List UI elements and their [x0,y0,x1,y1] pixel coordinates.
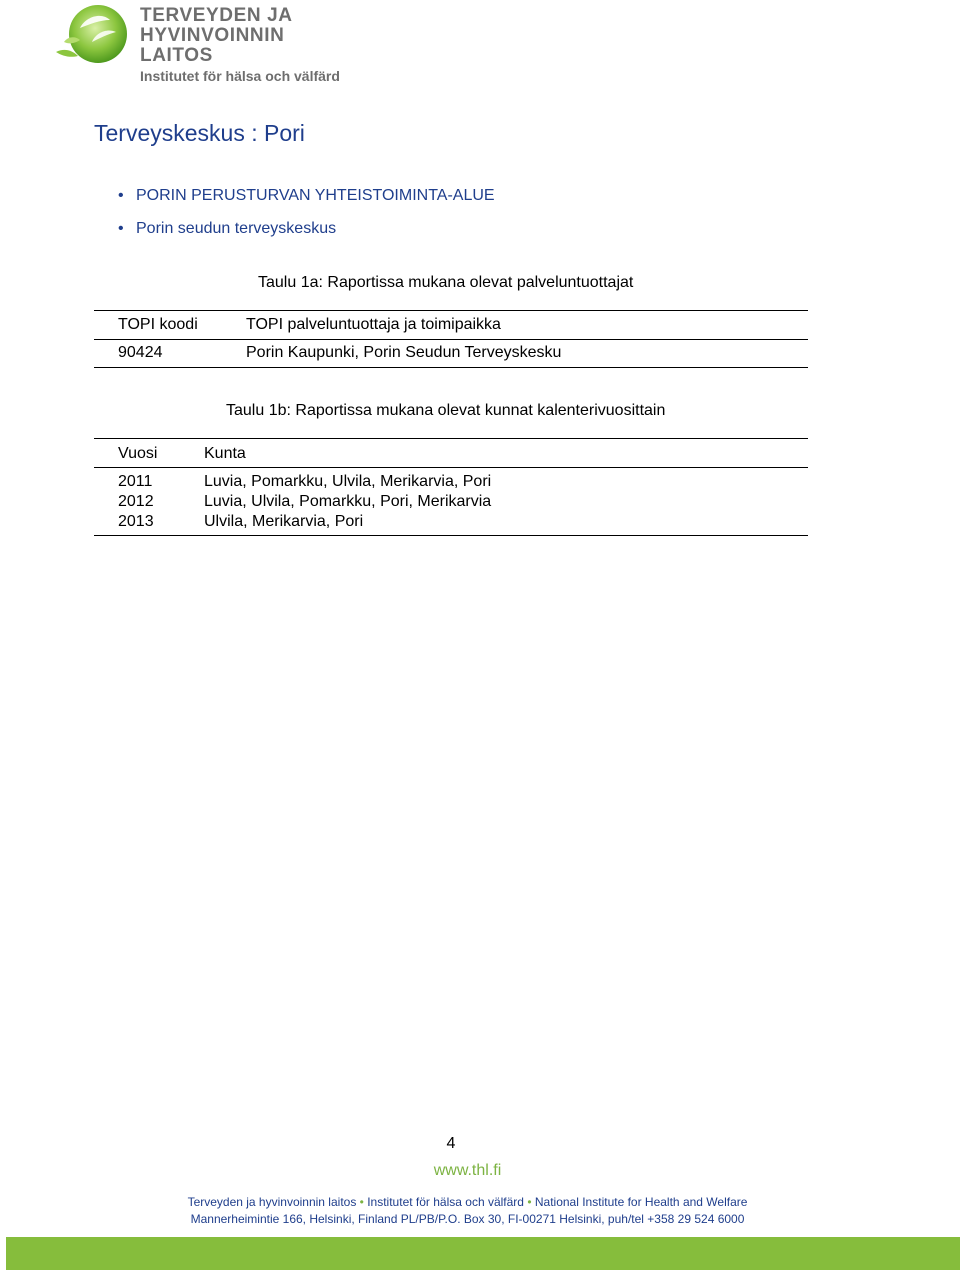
table-1b-year: 2012 [118,493,154,510]
table-1b-bottom-rule [94,535,808,536]
separator-dot: • [527,1195,532,1209]
list-item: • Porin seudun terveyskeskus [118,219,495,239]
footer-green-bar [6,1237,960,1270]
table-1b-header-municipality: Kunta [204,445,246,462]
table-1b-year: 2011 [118,473,153,490]
list-item: • PORIN PERUSTURVAN YHTEISTOIMINTA-ALUE [118,186,495,206]
unit-list [118,186,495,252]
table-1b-municipalities: Luvia, Pomarkku, Ulvila, Merikarvia, Pori [204,473,492,490]
footer-organization-names [0,1195,935,1209]
table-1a-top-rule [94,310,808,311]
table-1b-municipalities: Luvia, Ulvila, Pomarkku, Pori, Merikarvia [204,493,492,510]
table-1b-caption: Taulu 1b: Raportissa mukana olevat kunnat kalenterivuosittain [226,402,666,419]
table-1a-header-code: TOPI koodi [118,316,198,333]
logo-line-3: Institutet för hälsa och välfärd [140,68,340,84]
table-1b-header-rule [94,467,808,468]
table-1b-year: 2013 [118,513,154,530]
thl-leaf-logo-icon [50,2,130,66]
separator-dot: • [359,1195,364,1209]
page-number: 4 [446,1135,456,1152]
table-1a-header-rule [94,339,808,340]
logo-line-2: HYVINVOINNIN LAITOS [140,25,285,66]
table-1a-cell-provider: Porin Kaupunki, Porin Seudun Terveyskesku [246,344,562,361]
table-1a-cell-code: 90424 [118,344,163,361]
thl-logo [50,2,350,84]
table-1b-header-year: Vuosi [118,445,158,462]
table-1b-top-rule [94,438,808,439]
table-1b-municipalities: Ulvila, Merikarvia, Pori [204,513,364,530]
footer-url-link[interactable]: www.thl.fi [433,1162,502,1179]
org-name-fi: Terveyden ja hyvinvoinnin laitos [187,1195,357,1209]
thl-logo-text [140,6,350,85]
table-1a-header-provider: TOPI palveluntuottaja ja toimipaikka [246,316,501,333]
table-1a-bottom-rule [94,367,808,368]
footer-address: Mannerheimintie 166, Helsinki, Finland PL/PB/P.O. Box 30, FI-00271 Helsinki, puh/tel +358 29 524 6000 [190,1212,745,1226]
org-name-en: National Institute for Health and Welfare [534,1195,748,1209]
logo-line-1: TERVEYDEN JA [140,5,293,26]
table-1a-caption: Taulu 1a: Raportissa mukana olevat palveluntuottajat [258,274,634,291]
org-name-sv: Institutet för hälsa och välfärd [367,1195,524,1209]
page-title: Terveyskeskus : Pori [94,120,305,146]
